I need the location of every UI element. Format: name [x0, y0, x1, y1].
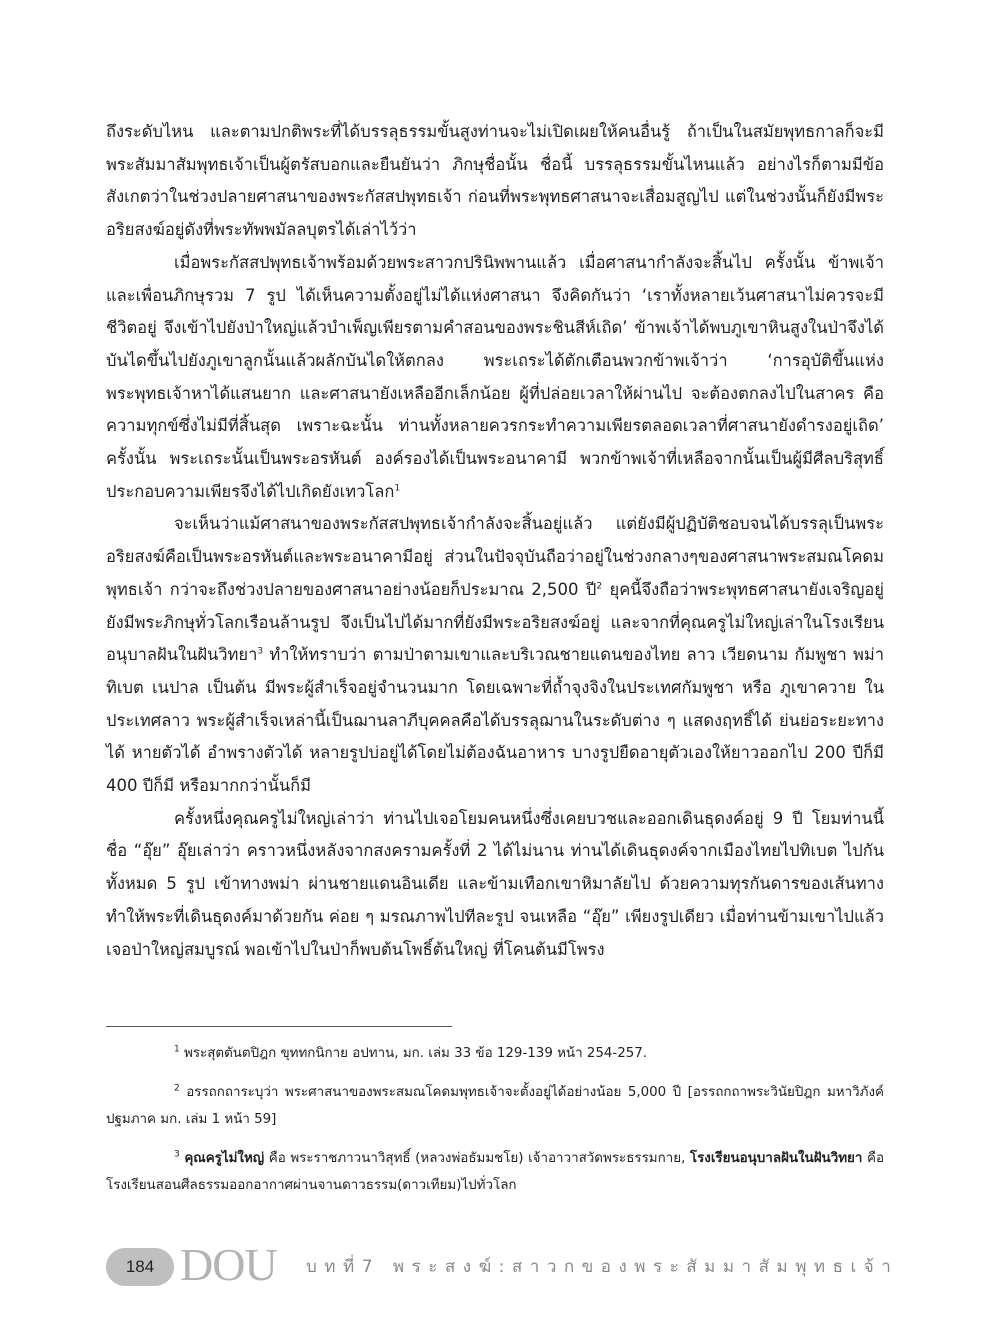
paragraph-1: ถึงระดับไหน และตามปกติพระที่ได้บรรลุธรรมขั้นสูงท่านจะไม่เปิดเผยให้คนอื่นรู้ ถ้าเป็นในสมัยพุทธกาลก็จะมีพระสัมมาสัมพุทธเจ้าเป็นผู้ตรัสบอกและยืนยันว่า ภิกษุชื่อนั้น ชื่อนี้ บรรลุธรรมขั้นไหนแล้ว อย่างไรก็ตามมีข้อสังเกตว่าในช่วงปลายศาสนาของพระกัสสปพุทธเจ้า ก่อนที่พระพุทธศาสนาจะเสื่อมสูญไป แต่ในช่วงนั้นก็ยังมีพระอริยสงฆ์อยู่ดังที่พระทัพพมัลลบุตรได้เล่าไว้ว่า	[106, 122, 884, 240]
footnote-ref-2[interactable]: 2	[596, 581, 603, 592]
dou-logo: DOU	[180, 1239, 277, 1290]
page-number: 184	[106, 1248, 174, 1286]
paragraph-4: ครั้งหนึ่งคุณครูไม่ใหญ่เล่าว่า ท่านไปเจอโยมคนหนึ่งซึ่งเคยบวชและออกเดินธุดงค์อยู่ 9 ปี โยมท่านนี้ชื่อ “อุ๊ย” อุ๊ยเล่าว่า คราวหนึ่งหลังจากสงครามครั้งที่ 2 ได้ไม่นาน ท่านได้เดินธุดงค์จากเมืองไทยไปทิเบต ไปกันทั้งหมด 5 รูป เข้าทางพม่า ผ่านชายแดนอินเดีย และข้ามเทือกเขาหิมาลัยไป ด้วยความทุรกันดารของเส้นทางทำให้พระที่เดินธุดงค์มาด้วยกัน ค่อย ๆ มรณภาพไปทีละรูป จนเหลือ “อุ๊ย” เพียงรูปเดียว เมื่อท่านข้ามเขาไปแล้วเจอป่าใหญ่สมบูรณ์ พอเข้าไปในป่าก็พบต้นโพธิ์ต้นใหญ่ ที่โคนต้นมีโพรง	[106, 808, 884, 959]
paragraph-3: จะเห็นว่าแม้ศาสนาของพระกัสสปพุทธเจ้ากำลังจะสิ้นอยู่แล้ว แต่ยังมีผู้ปฏิบัติชอบจนได้บรรลุเป็นพระอริยสงฆ์คือเป็นพระอรหันต์และพระอนาคามีอยู่ ส่วนในปัจจุบันถือว่าอยู่ในช่วงกลางๆของศาสนาพระสมณโคดมพุทธเจ้า กว่าจะถึงช่วงปลายของศาสนาอย่างน้อยก็ประมาณ 2,500 ปี$^2$ ยุคนี้จึงถือว่าพระพุทธศาสนายังเจริญอยู่ ยังมีพระภิกษุทั่วโลกเรือนล้านรูป จึงเป็นไปได้มากที่ยังมีพระอริยสงฆ์อยู่ และจากที่คุณครูไม่ใหญ่เล่าในโรงเรียนอนุบาลฝันในฝันวิทยา$^3$ ทำให้ทราบว่า ตามป่าตามเขาและบริเวณชายแดนของไทย ลาว เวียดนาม กัมพูชา พม่า ทิเบต เนปาล เป็นต้น มีพระผู้สำเร็จอยู่จำนวนมาก โดยเฉพาะที่ถ้ำจุงจิงในประเทศกัมพูชา หรือ ภูเขาควาย ในประเทศลาว พระผู้สำเร็จเหล่านี้เป็นฌานลาภีบุคคลคือได้บรรลุฌานในระดับต่าง ๆ แสดงฤทธิ์ได้ ย่นย่อระยะทางได้ หายตัวได้ อำพรางตัวได้ หลายรูปบ่อยู่ได้โดยไม่ต้องฉันอาหาร บางรูปยืดอายุตัวเองให้ยาวออกไป 200 ปีก็มี 400 ปีก็มี หรือมากกว่านั้นก็มี	[106, 514, 884, 796]
body-text	[106, 116, 884, 966]
chapter-title: บทที่7 พระสงฆ์:สาวกของพระสัมมาสัมพุทธเจ้า	[306, 1257, 899, 1277]
footnote-ref-3[interactable]: 3	[257, 646, 264, 657]
footnotes	[106, 1040, 884, 1211]
page-footer	[106, 1239, 899, 1290]
footnote-divider	[106, 1026, 452, 1027]
footnote-1: $^1$ พระสุตตันตปิฎก ขุททกนิกาย อปทาน, มก. เล่ม 33 ข้อ 129-139 หน้า 254-257.	[174, 1044, 648, 1061]
paragraph-2: เมื่อพระกัสสปพุทธเจ้าพร้อมด้วยพระสาวกปรินิพพานแล้ว เมื่อศาสนากำลังจะสิ้นไป ครั้งนั้น ข้าพเจ้าและเพื่อนภิกษุรวม 7 รูป ได้เห็นความตั้งอยู่ไม่ได้แห่งศาสนา จึงคิดกันว่า ‘เราทั้งหลายเว้นศาสนาไม่ควรจะมีชีวิตอยู่ จึงเข้าไปยังป่าใหญ่แล้วบำเพ็ญเพียรตามคำสอนของพระชินสีห์เถิด’ ข้าพเจ้าได้พบภูเขาหินสูงในป่าจึงได้บันไดขึ้นไปยังภูเขาลูกนั้นแล้วผลักบันไดให้ตกลง พระเถระได้ตักเตือนพวกข้าพเจ้าว่า ‘การอุบัติขึ้นแห่งพระพุทธเจ้าหาได้แสนยาก และศาสนายังเหลืออีกเล็กน้อย ผู้ที่ปล่อยเวลาให้ผ่านไป จะต้องตกลงไปในสาคร คือความทุกข์ซึ่งไม่มีที่สิ้นสุด เพราะฉะนั้น ท่านทั้งหลายควรกระทำความเพียรตลอดเวลาที่ศาสนายังดำรงอยู่เถิด’ ครั้งนั้น พระเถระนั้นเป็นพระอรหันต์ องค์รองได้เป็นพระอนาคามี พวกข้าพเจ้าที่เหลือจากนั้นเป็นผู้มีศีลบริสุทธิ์ประกอบความเพียรจึงได้ไปเกิดยังเทวโลก$^1$	[106, 252, 884, 501]
footnote-ref-1[interactable]: 1	[394, 483, 401, 494]
footnote-3: $^3$ คุณครูไม่ใหญ่ คือ พระราชภาวนาวิสุทธิ์ (หลวงพ่อธัมมชโย) เจ้าอาวาสวัดพระธรรมกาย, โรงเรียนอนุบาลฝันในฝันวิทยา คือ โรงเรียนสอนศีลธรรมออกอากาศผ่านจานดาวธรรม(ดาวเทียม)ไปทั่วโลก	[106, 1149, 884, 1193]
footnote-2: $^2$ อรรถกถาระบุว่า พระศาสนาของพระสมณโคดมพุทธเจ้าจะตั้งอยู่ได้อย่างน้อย 5,000 ปี [อรรถกถาพระวินัยปิฎก มหาวิภังค์ ปฐมภาค มก. เล่ม 1 หน้า 59]	[106, 1083, 884, 1127]
